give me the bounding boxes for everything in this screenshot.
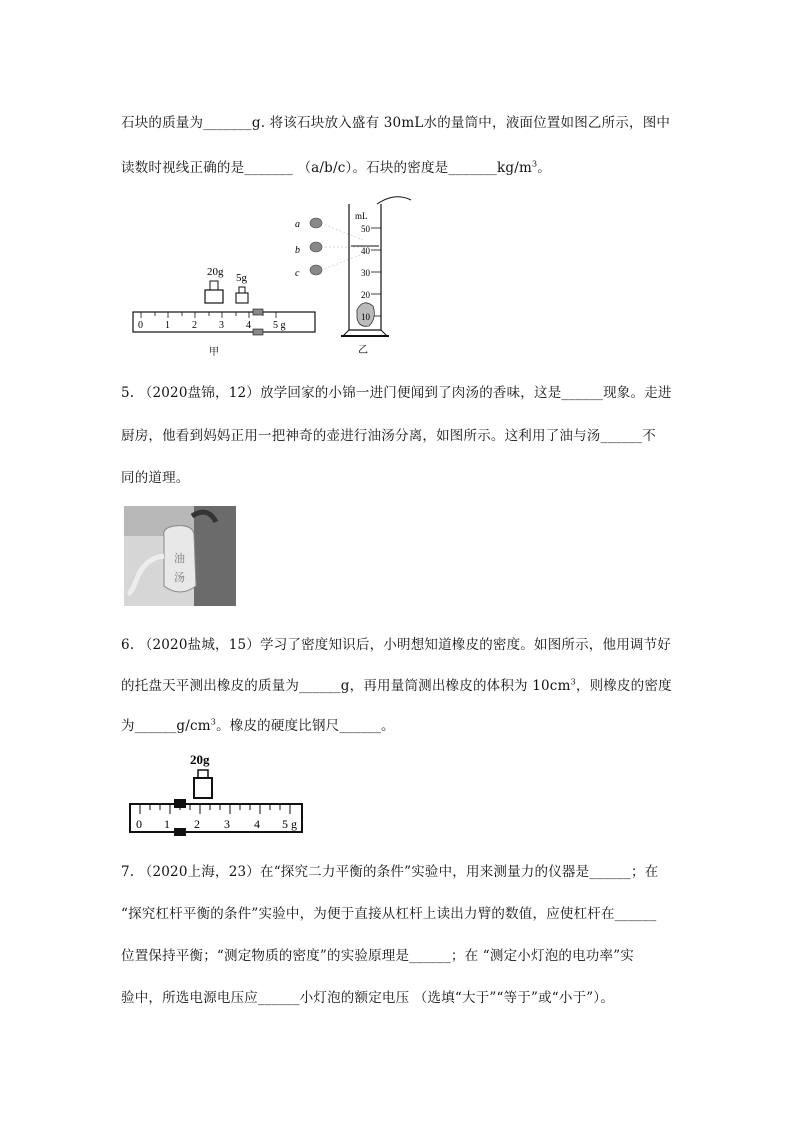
weight-20g [205, 290, 223, 303]
rider-top [174, 799, 186, 808]
oil-soup-pot-photo [124, 506, 236, 606]
q5-line-3: 同的道理。 [121, 470, 190, 486]
balance-beam [133, 312, 315, 332]
soup-label: 汤 [174, 571, 185, 584]
beam2-tick-3: 3 [224, 817, 230, 831]
q5-line-2: 厨房，他看到妈妈正用一把神奇的壶进行油汤分离，如图所示。这利用了油与汤______不 [121, 428, 656, 444]
beam2-tick-0: 0 [136, 817, 142, 831]
weight-20g-handle [210, 281, 218, 290]
q4-line-2-text: 读数时视线正确的是_______ （a/b/c）。石块的密度是_______kg/m [121, 160, 532, 176]
figure-label-yi: 乙 [358, 345, 368, 356]
q7-line-4: 验中，所选电源电压应______小灯泡的额定电压 （选填“大于”“等于”或“小于”）。 [121, 990, 615, 1006]
weight-5g [236, 293, 248, 303]
q6-superscript-1: 3 [570, 677, 576, 687]
q6-superscript-2: 3 [210, 717, 217, 727]
q6-line-3-end: 。橡皮的硬度比钢尺______。 [216, 718, 395, 734]
q4-superscript: 3 [531, 159, 538, 169]
beam2-tick-5: 5 g [282, 817, 297, 831]
beam [130, 804, 302, 832]
eye-label-b: b [295, 245, 300, 256]
q6-line-3-text: 为______g/cm [121, 718, 211, 734]
q7-line-2: “探究杠杆平衡的条件”实验中，为便于直接从杠杆上读出力臂的数值，应使杠杆在______ [121, 906, 657, 922]
eye-icon [310, 218, 322, 275]
cylinder-tick-50: 50 [361, 224, 370, 234]
figure-label-jia: 甲 [209, 347, 219, 358]
q6-line-2-text: 的托盘天平测出橡皮的质量为______g，再用量筒测出橡皮的体积为 10cm [121, 678, 571, 694]
weight-5g-handle [239, 287, 245, 293]
q6-line-3 [121, 714, 395, 734]
beam2-tick-4: 4 [254, 817, 260, 831]
eye-label-a: a [295, 219, 300, 230]
rider-bottom [174, 828, 186, 836]
cylinder-unit: mL [355, 211, 368, 221]
weight-5g-label: 5g [236, 272, 247, 284]
cylinder-tick-40: 40 [361, 246, 370, 256]
weight-20g [194, 778, 212, 798]
rider-bottom [253, 329, 263, 335]
beam-tick-2: 2 [192, 320, 197, 331]
beam-ticks-2 [140, 804, 290, 814]
q6-line-2 [121, 674, 672, 694]
q7-line-1: 7. （2020上海，23）在“探究二力平衡的条件”实验中，用来测量力的仪器是______；在 [121, 864, 659, 880]
beam-tick-5: 5 g [273, 320, 286, 331]
balance-cylinder-figure [125, 190, 425, 360]
eye-label-c: c [295, 268, 300, 279]
beam-tick-0: 0 [138, 320, 143, 331]
beam-tick-3: 3 [219, 320, 224, 331]
q4-line-2 [121, 156, 551, 176]
oil-label: 油 [174, 552, 185, 565]
cylinder-tick-10: 10 [361, 312, 370, 322]
cylinder-tick-30: 30 [361, 268, 370, 278]
rider-top [253, 309, 263, 315]
q4-line-1: 石块的质量为_______g. 将该石块放入盛有 30mL水的量筒中，液面位置如图乙所示，图中 [121, 115, 671, 131]
beam2-tick-2: 2 [194, 817, 200, 831]
weight-20g-label: 20g [190, 752, 210, 767]
beam2-tick-1: 1 [164, 817, 170, 831]
cylinder-tick-20: 20 [361, 290, 370, 300]
q4-line-2-end: 。 [537, 160, 551, 176]
beam-tick-1: 1 [165, 320, 170, 331]
weight-20g-label: 20g [207, 266, 224, 278]
beam-tick-4: 4 [246, 320, 251, 331]
q6-line-2-end: ，则橡皮的密度 [575, 678, 672, 694]
balance-beam-figure [126, 748, 310, 840]
q6-line-1: 6. （2020盐城，15）学习了密度知识后，小明想知道橡皮的密度。如图所示，他用调节好 [121, 637, 672, 653]
measuring-cylinder [341, 197, 411, 336]
weight-handle [198, 770, 208, 778]
q7-line-3: 位置保持平衡；“测定物质的密度”的实验原理是______；在 “测定小灯泡的电功率”实 [121, 948, 634, 964]
q5-line-1: 5. （2020盘锦，12）放学回家的小锦一进门便闻到了肉汤的香味，这是______现象。走进 [121, 385, 672, 401]
